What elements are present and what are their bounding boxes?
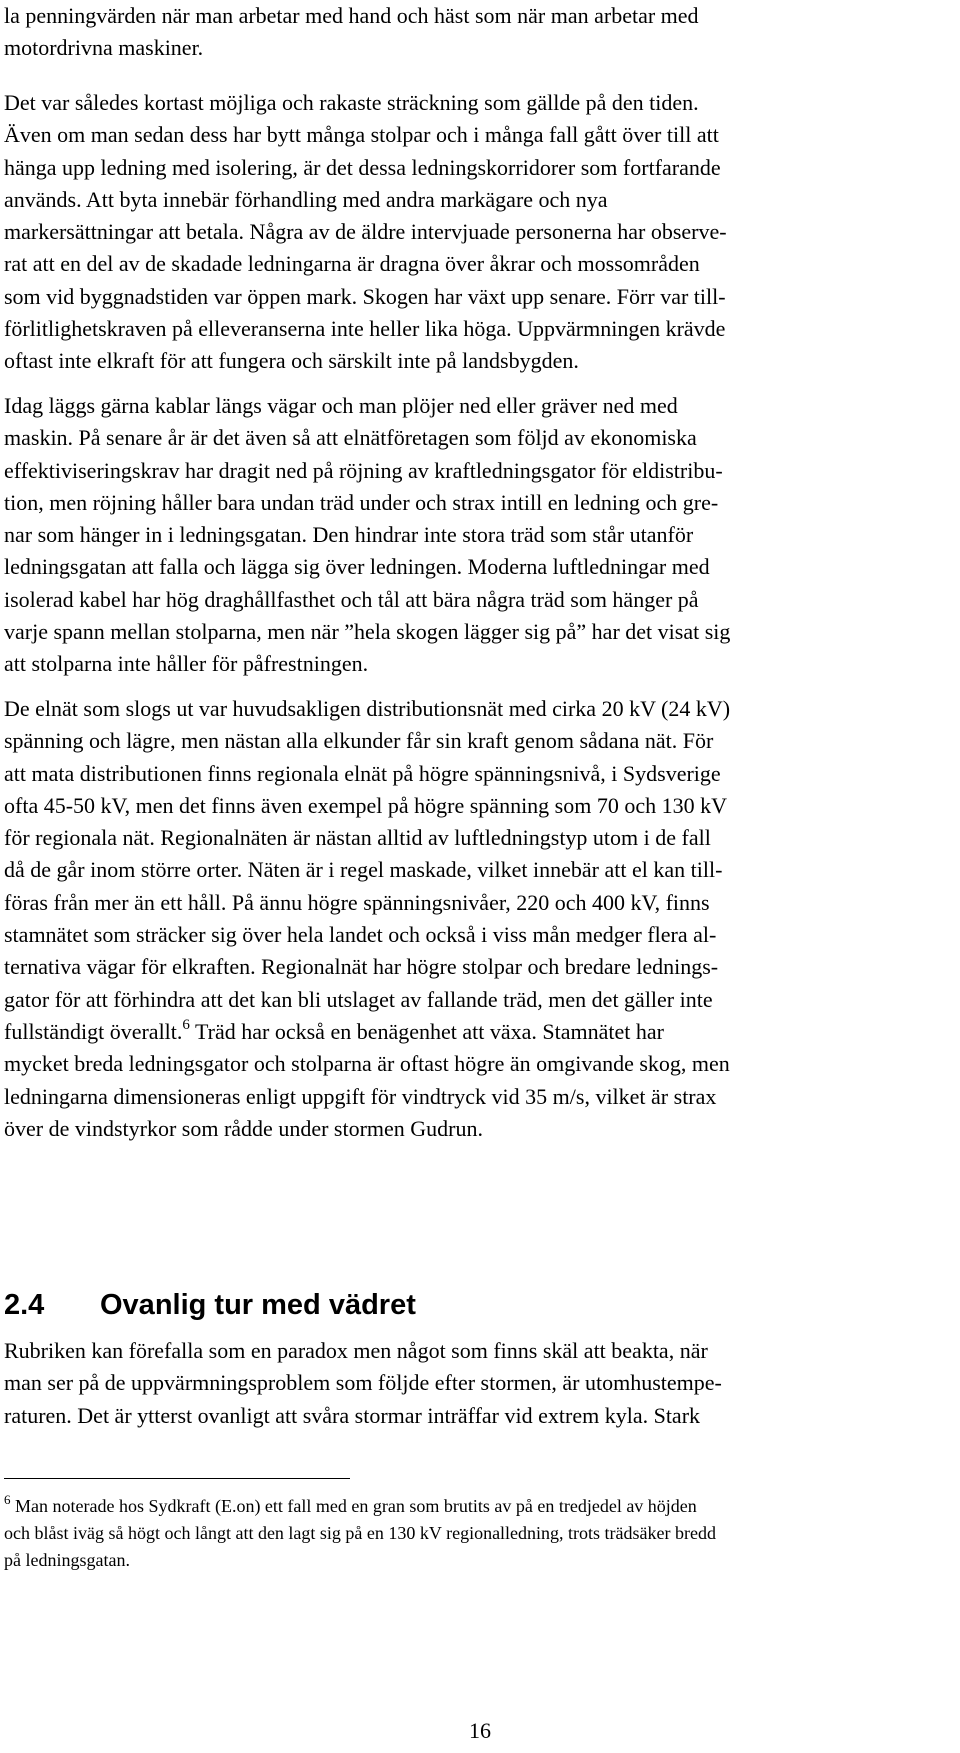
footnote-text: Man noterade hos Sydkraft (E.on) ett fall med en gran som brutits av på en tredjedel av höjden — [10, 1496, 697, 1516]
footnote-reference[interactable]: 6 — [182, 1016, 190, 1033]
text-line: ledningarna dimensioneras enligt uppgift för vindtryck vid 35 m/s, vilket är strax — [4, 1083, 717, 1109]
text-line: hänga upp ledning med isolering, är det dessa ledningskorridorer som fortfarande — [4, 154, 721, 180]
text-line: nar som hänger in i ledningsgatan. Den hindrar inte stora träd som står utanför — [4, 522, 694, 548]
footnote-line: på ledningsgatan. — [4, 1550, 130, 1570]
footnote-line — [4, 1493, 956, 1520]
text-line: varje spann mellan stolparna, men när ”hela skogen lägger sig på” har det visat sig — [4, 619, 731, 645]
text-line: maskin. På senare år är det även så att elnätföretagen som följd av ekonomiska — [4, 425, 697, 451]
text-line: då de går inom större orter. Näten är i regel maskade, vilket innebär att el kan till- — [4, 857, 723, 883]
text-line: används. Att byta innebär förhandling med andra markägare och nya — [4, 186, 608, 212]
text-line: ledningsgatan att falla och lägga sig över ledningen. Moderna luftledningar med — [4, 554, 710, 580]
text-line: att stolparna inte håller för påfrestningen. — [4, 651, 369, 677]
text-line: isolerad kabel har hög draghållfasthet och tål att bära några träd som hänger på — [4, 586, 699, 612]
text-line: förlitlighetskraven på elleveranserna inte heller lika höga. Uppvärmningen krävde — [4, 316, 726, 342]
text-line: mycket breda ledningsgator och stolparna är oftast högre än omgivande skog, men — [4, 1051, 730, 1077]
text-line: spänning och lägre, men nästan alla elkunder får sin kraft genom sådana nät. För — [4, 728, 714, 754]
text-line: att mata distributionen finns regionala elnät på högre spänningsnivå, i Sydsverige — [4, 760, 721, 786]
section-number: 2.4 — [4, 1289, 45, 1321]
text-line: motordrivna maskiner. — [4, 35, 204, 61]
section-title: Ovanlig tur med vädret — [100, 1289, 416, 1321]
text-line: oftast inte elkraft för att fungera och särskilt inte på landsbygden. — [4, 348, 579, 374]
text-line: för regionala nät. Regionalnäten är nästan alltid av luftledningstyp utom i de fall — [4, 825, 711, 851]
text-line: De elnät som slogs ut var huvudsakligen distributionsnät med cirka 20 kV (24 kV) — [4, 696, 731, 721]
text-line: la penningvärden när man arbetar med hand och häst som när man arbetar med — [4, 3, 699, 28]
text-line: man ser på de uppvärmningsproblem som följde efter stormen, är utomhustempe- — [4, 1370, 722, 1396]
paragraph-5 — [4, 1335, 956, 1432]
text-fragment: fullständigt överallt. — [4, 1018, 183, 1044]
footnote — [4, 1493, 956, 1574]
text-line: över de vindstyrkor som rådde under stormen Gudrun. — [4, 1115, 484, 1141]
footnote-marker: 6 — [4, 1492, 11, 1507]
footnote-separator — [4, 1478, 350, 1479]
paragraph-1 — [4, 0, 956, 65]
text-line: tion, men röjning håller bara undan träd under och strax intill en ledning och gre- — [4, 489, 719, 515]
text-line: föras från mer än ett håll. På ännu högre spänningsnivåer, 220 och 400 kV, finns — [4, 889, 710, 915]
text-line: ternativa vägar för elkraften. Regionalnät har högre stolpar och bredare lednings- — [4, 954, 719, 980]
text-line-with-footnote — [4, 1016, 956, 1048]
text-line: raturen. Det är ytterst ovanligt att svåra stormar inträffar vid extrem kyla. Stark — [4, 1402, 701, 1428]
page-number: 16 — [469, 1718, 491, 1743]
text-line: som vid byggnadstiden var öppen mark. Skogen har växt upp senare. Förr var till- — [4, 283, 726, 309]
text-line: stamnätet som sträcker sig över hela landet och också i viss mån medger flera al- — [4, 922, 717, 948]
section-heading — [4, 1285, 416, 1325]
paragraph-3 — [4, 390, 956, 681]
text-line: effektiviseringskrav har dragit ned på röjning av kraftledningsgator för eldistribu- — [4, 457, 723, 483]
text-line: markersättningar att betala. Några av de äldre intervjuade personerna har observe- — [4, 219, 727, 245]
text-line: Det var således kortast möjliga och rakaste sträckning som gällde på den tiden. — [4, 90, 699, 115]
footnote-line: och blåst iväg så högt och långt att den lagt sig på en 130 kV regionalledning, trots trädsäker bredd — [4, 1523, 716, 1543]
paragraph-2 — [4, 87, 956, 378]
text-line: Även om man sedan dess har bytt många stolpar och i många fall gått över till att — [4, 122, 719, 148]
text-line: gator för att förhindra att det kan bli utslaget av fallande träd, men det gäller inte — [4, 986, 713, 1012]
text-fragment: Träd har också en benägenhet att växa. Stamnätet har — [189, 1018, 664, 1044]
paragraph-4 — [4, 693, 956, 1145]
text-line: ofta 45-50 kV, men det finns även exempel på högre spänning som 70 och 130 kV — [4, 792, 728, 818]
text-line: Idag läggs gärna kablar längs vägar och man plöjer ned eller gräver ned med — [4, 393, 678, 418]
text-line: Rubriken kan förefalla som en paradox men något som finns skäl att beakta, när — [4, 1338, 708, 1363]
text-line: rat att en del av de skadade ledningarna är dragna över åkrar och mossområden — [4, 251, 700, 277]
